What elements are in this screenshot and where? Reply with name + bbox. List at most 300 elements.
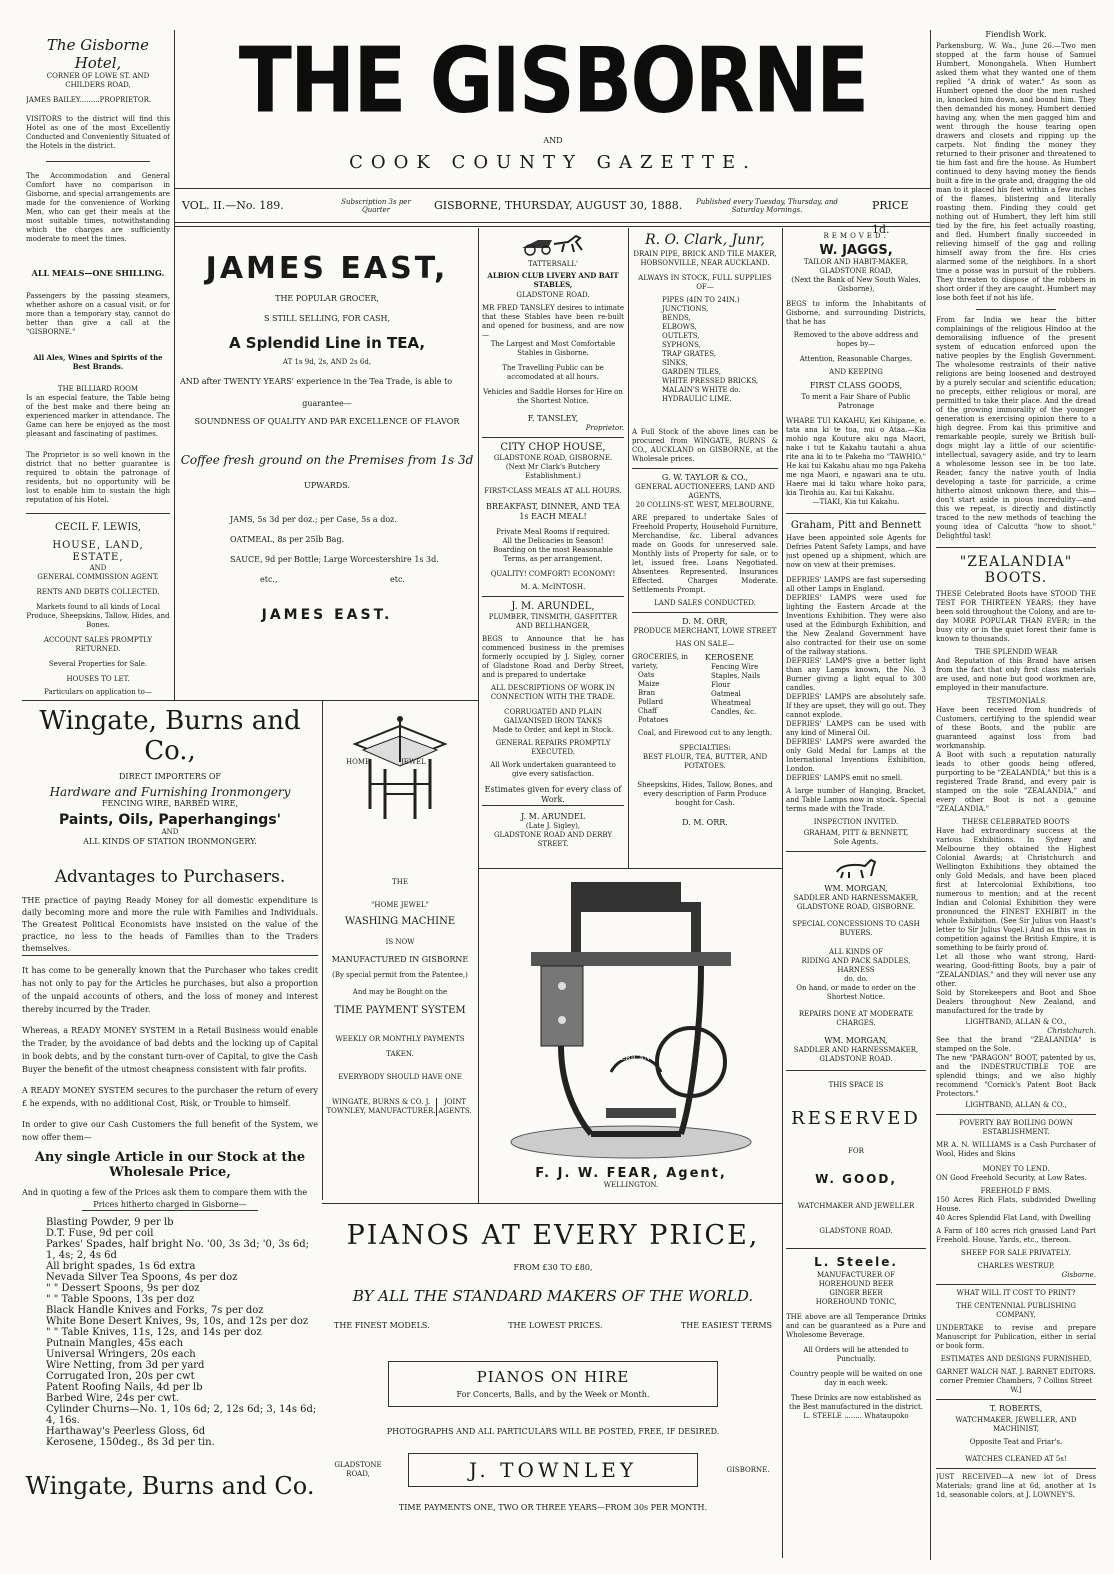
orr-sheepskins: Sheepskins, Hides, Tallow, Bones, and every description of Farm Produce bought for Cash. xyxy=(637,781,773,807)
jaggs-removed: REMOVED. xyxy=(823,232,889,240)
morgan-name: WM. MORGAN, xyxy=(824,884,888,893)
orr-produce-item: Staples, Nails xyxy=(711,672,761,680)
chop-road: GLADSTONE ROAD, GISBORNE. xyxy=(493,454,613,462)
hotel-p4: Is an especial feature, the Table being of the best make and there being an experienced marker in attendance. The Game can here be enjoyed as the most pleasant and fascinating of pastimes. xyxy=(26,394,170,438)
arundel-trade: PLUMBER, TINSMITH, GASFITTER AND BELLHANGER, xyxy=(488,613,618,630)
pianos-gladstone: GLADSTONE ROAD, xyxy=(334,1461,382,1478)
jaggs-tiaki: —TIAKI, Kia tui Kakahu. xyxy=(812,498,900,506)
rule xyxy=(174,226,930,227)
masthead-title: THE GISBORNE xyxy=(238,30,868,130)
pianos-hire-box xyxy=(388,1361,718,1407)
hotel-meals: ALL MEALS—ONE SHILLING. xyxy=(31,268,165,278)
chop-quality: QUALITY! COMFORT! ECONOMY! xyxy=(490,570,616,578)
horse-carriage-icon xyxy=(518,230,588,256)
clark-always: ALWAYS IN STOCK, FULL SUPPLIES OF— xyxy=(638,274,772,291)
clark-stock-item: BENDS, xyxy=(662,314,691,322)
tansley-column xyxy=(482,230,624,866)
chop-breakfast: BREAKFAST, DINNER, AND TEA 1s EACH MEAL! xyxy=(485,502,621,521)
pianos-gisborne: GISBORNE. xyxy=(726,1465,770,1474)
westrup: CHARLES WESTRUP, xyxy=(977,1262,1055,1270)
lewis-particulars: Particulars on application to— xyxy=(44,688,152,696)
acres3: A Farm of 180 acres rich grassed Land Part Freehold. House, Yards, etc., thereon. xyxy=(936,1227,1096,1244)
lewis-markets: Markets found to all kinds of Local Produce, Sheepskins, Tallow, Hides, and Bones. xyxy=(26,603,170,629)
jewel-name: "HOME JEWEL" xyxy=(371,901,429,909)
rule xyxy=(930,30,931,1560)
hotel-corner: CORNER OF LOWE ST. AND CHILDERS ROAD, xyxy=(46,72,150,89)
money-freehold: ON Good Freehold Security, at Low Rates. xyxy=(936,1174,1087,1182)
tansley-title: ALBION CLUB LIVERY AND BAIT STABLES, xyxy=(487,271,619,289)
wingate-and: AND xyxy=(161,828,179,836)
east-tea: A Splendid Line in TEA, xyxy=(228,334,426,352)
jewel-agents-left: WINGATE, BURNS & CO. J. TOWNLEY, MANUFACTURER. xyxy=(326,1098,436,1115)
lewis-and: AND xyxy=(89,564,107,572)
steele-sign: L. STEELE ........ Whataupoko xyxy=(803,1412,909,1420)
lewis-name: CECIL F. LEWIS, xyxy=(55,522,141,533)
orr-left-items xyxy=(632,671,705,725)
steele-tonic: HOREHOUND TONIC, xyxy=(815,1298,897,1306)
reserved-title: RESERVED xyxy=(791,1108,921,1129)
wingate-ad xyxy=(22,706,318,1566)
wingate-paints: Paints, Oils, Paperhangings' xyxy=(59,812,281,828)
morgan-riding: RIDING AND PACK SADDLES, HARNESS xyxy=(801,957,911,974)
rule xyxy=(782,228,783,1558)
price-list-item: Harthaway's Peerless Gloss, 6d xyxy=(46,1426,206,1437)
tansley-p4: Vehicles and Saddle Horses for Hire on the Shortest Notice. xyxy=(483,388,623,405)
williams: MR A. N. WILLIAMS is a Cash Purchaser of Wool, Hides and Skins xyxy=(936,1141,1096,1158)
steele-p4: These Drinks are now established as the Best manufactured in the district. xyxy=(789,1394,923,1411)
jaggs-road: GLADSTONE ROAD, xyxy=(819,267,893,275)
chop-boarding: Boarding on the most Reasonable Terms, as per arrangement. xyxy=(493,546,613,563)
east-still: S STILL SELLING, FOR CASH, xyxy=(263,314,391,323)
clark-trade: DRAIN PIPE, BRICK AND TILE MAKER, xyxy=(633,250,777,258)
boots-p9: The new "PARAGON" BOOT, patented by us, and the INDESTRUCTIBLE TOE are splendid things; and we also highly recommend "Cornick's Patent Boot Back Protectors." xyxy=(936,1054,1096,1098)
hotel-ales: All Ales, Wines and Spirits of the Best Brands. xyxy=(33,353,163,371)
pianos-makers: BY ALL THE STANDARD MAKERS OF THE WORLD. xyxy=(352,1287,754,1305)
east-guarantee: guarantee— xyxy=(302,399,352,408)
pianos-ad xyxy=(328,1210,778,1566)
steele-p1: THE above are all Temperance Drinks and can be guaranteed as a Pure and Wholesome Beverage. xyxy=(786,1313,926,1339)
reserved-trade: WATCHMAKER AND JEWELLER xyxy=(797,1202,915,1210)
east-sauce: SAUCE, 9d per Bottle; Large Worcestershire 1s 3d. xyxy=(230,555,439,564)
orr-produce-item: Chaff xyxy=(638,707,658,715)
estimates: ESTIMATES AND DESIGNS FURNISHED, xyxy=(940,1355,1092,1363)
steele-mfr: MANUFACTURER OF xyxy=(817,1271,895,1279)
hotel-p5: The Proprietor is so well known in the district that no better guarantee is required to obtain the patronage of residents, but no opportunity will be lost to enable him to sustain the high reputation of his Hotel. xyxy=(26,451,170,504)
clark-stock-item: SINKS, xyxy=(662,359,688,367)
jaggs-and-keeping: AND KEEPING xyxy=(829,368,883,376)
price-list-item: All bright spades, 1s 6d extra xyxy=(46,1261,196,1272)
orr-produce-item: Maize xyxy=(638,680,660,688)
east-grocer: THE POPULAR GROCER, xyxy=(275,294,379,303)
jaggs-next: (Next the Bank of New South Wales, Gisborne), xyxy=(791,276,921,293)
graham-inspection: INSPECTION INVITED. xyxy=(813,818,899,826)
jaggs-trade: TAILOR AND HABIT-MAKER, xyxy=(803,258,909,266)
arundel-made: Made to Order, and kept in Stock. xyxy=(492,726,614,734)
lewis-agent: HOUSE, LAND, ESTATE, xyxy=(52,540,144,563)
chop-title: CITY CHOP HOUSE, xyxy=(500,442,606,453)
jewel-weekly: WEEKLY OR MONTHLY PAYMENTS xyxy=(335,1035,465,1043)
wingate-station: ALL KINDS OF STATION IRONMONGERY. xyxy=(83,837,257,846)
poverty-title: POVERTY BAY BOILING DOWN ESTABLISHMENT. xyxy=(959,1119,1073,1136)
jewel-tps: TIME PAYMENT SYSTEM xyxy=(334,1005,466,1016)
roberts-name: T. ROBERTS, xyxy=(989,1404,1043,1413)
graham-sign: GRAHAM, PITT & BENNETT, xyxy=(803,829,909,837)
arundel-late: (Late J. Sigley), xyxy=(525,822,581,830)
arundel-corrugated: CORRUGATED AND PLAIN GALVANISED IRON TANKS xyxy=(503,708,603,725)
fear-sign: F. J. W. FEAR, Agent, xyxy=(535,1166,727,1181)
wingate-p5: In order to give our Cash Customers the full benefit of the System, we now offer them— xyxy=(22,1120,318,1142)
rule xyxy=(322,700,323,1200)
wingate-sign: Wingate, Burns and Co. xyxy=(25,1472,315,1500)
wingate-adv-title: Advantages to Purchasers. xyxy=(54,867,286,887)
right-column xyxy=(936,30,1096,1560)
acres1: 150 Acres Rich Flats, subdivided Dwelling House. xyxy=(936,1196,1096,1213)
orr-produce-item: Oatmeal xyxy=(711,690,741,698)
boots-title: "ZEALANDIA" BOOTS. xyxy=(959,554,1073,586)
rule xyxy=(174,188,930,189)
orr-produce-item: Bran xyxy=(638,689,656,697)
orr-has: HAS ON SALE— xyxy=(675,640,735,648)
orr-groceries: GROCERIES, in variety, xyxy=(632,653,688,670)
boots-p5: Have had extraordinary success at the various Exhibitions. In Sydney and Melbourne they obtained the Highest Colonial Awards; at Christchurch and Wellington Exhibitions they obtained the only Gold Medals, and have been placed first at Intercolonial Exhibitions, too numerous to mention; and at the recent Indian and Colonial Exhibition they were pronounced the FINEST EXHIBIT in the whole Exhibition. (See Sir Julius von Haast's letter to Sir Julius Vogel.) And as this was in competition against the British Empire, it is something to be fairly proud of. xyxy=(936,827,1096,952)
hotel-title: The Gisborne Hotel, xyxy=(46,36,150,72)
orr-trade: PRODUCE MERCHANT, LOWE STREET xyxy=(633,627,777,635)
issue-published: Published every Tuesday, Thursday, and Saturday Mornings. xyxy=(696,198,838,214)
price-list-item: White Bone Desert Knives, 9s, 10s, and 12s per doz xyxy=(46,1316,309,1327)
chop-private: Private Meal Rooms if required. xyxy=(496,528,610,536)
tansley-p2: The Largest and Most Comfortable Stables in Gisborne. xyxy=(490,340,616,357)
jaggs-p3: Attention, Reasonable Charges, xyxy=(799,355,913,363)
price-list-item: Barbed Wire, 24s per cwt. xyxy=(46,1393,180,1404)
boots-p4: A Boot with such a reputation naturally leads to other goods being offered, purporting to be "ZEALANDIA," but this is a registered Trade Brand, and every pair is stamped on the sole "ZEALANDIA," and every other Boot is not a genuine "ZEALANDIA." xyxy=(936,751,1096,813)
wingate-p2: It has come to be generally known that the Purchaser who takes credit has not only to pay for the Articles he purchases, but also a proportion of the unpaid accounts of others, and the loss of money and interest thereby incurred by the Trader. xyxy=(22,966,318,1014)
issue-dateline: GISBORNE, THURSDAY, AUGUST 30, 1888. xyxy=(434,199,683,212)
jewel-bought: And may be Bought on the xyxy=(352,988,448,996)
boots-p3: Have been received from hundreds of Customers, certifying to the splendid wear of these Boots, and the public are guaranteed against loss from bad workmanship. xyxy=(936,706,1096,750)
masthead-subtitle: COOK COUNTY GAZETTE. xyxy=(349,152,757,173)
hotel-p3: Passengers by the passing steamers, whether ashore on a casual visit, or for more than a temporary stay, cannot do better than give a call at the "GISBORNE." xyxy=(26,292,170,336)
clark-stock-item: ELBOWS, xyxy=(662,323,697,331)
pianos-finest: THE FINEST MODELS. xyxy=(334,1321,430,1330)
price-list-item: Putnain Mangles, 45s each xyxy=(46,1338,184,1349)
graham-p4: DEFRIES' LAMPS give a better light than any Lamps known, the No. 3 Burner giving a light equal to 300 candles. xyxy=(786,657,926,692)
taylor-title: G. W. TAYLOR & CO., xyxy=(661,473,749,482)
morgan-trade: SADDLER AND HARNESSMAKER, xyxy=(793,894,919,902)
clark-items xyxy=(632,296,778,404)
reserved-for: FOR xyxy=(848,1147,864,1155)
centennial: THE CENTENNIAL PUBLISHING COMPANY, xyxy=(956,1302,1076,1319)
undertake: UNDERTAKE to revise and prepare Manuscript for Publication, either in serial or book form. xyxy=(936,1324,1096,1350)
steele-p3: Country people will be waited on one day in each week. xyxy=(789,1370,923,1387)
arundel-sign: J. M. ARUNDEL xyxy=(520,812,586,821)
india-body: From far India we hear the bitter complainings of the religious Hindoo at the demoralising influence of the present system of education enforced upon the native peoples by the English Government. The wholesome restraints of their native religions are being loosened and destroyed by a purely secular and scientific education; no precepts, either religious or moral, are permitted to take their place. And the dread of the growing immorality of the younger generation is exercising opinion there to a high degree. From kai this primitive and remarkable people, surely we British bull-dogs might lay a little of our scientific-intellectual, savagery aside, and try to learn a wholesome lesson see in be too late. Reader, fancy the native youth of India developing a taste for parricide, a crime hitherto almost unknown there, and this—don't start aside in pious incredulity—and this we repeat, is directly and distinctly traced to the new methods of teaching the young idea of Calcutta "how to shoot." Delightful task! xyxy=(936,316,1096,540)
pianos-from: FROM £30 TO £80, xyxy=(513,1263,593,1272)
rule xyxy=(174,222,930,223)
boots-p6: Let all those who want strong, Hard-wearing, Good-fitting Boots, buy a pair of "ZEALANDIAS," and they will never use any other. xyxy=(936,953,1096,988)
lewis-rents: RENTS AND DEBTS COLLECTED. xyxy=(36,588,160,596)
boots-lightband2: LIGHTBAND, ALLAN & CO., xyxy=(965,1101,1067,1109)
east-sign: JAMES EAST. xyxy=(261,607,393,623)
premier: corner Premier Chambers, 7 Collins Street W.] xyxy=(939,1377,1093,1394)
east-oatmeal: OATMEAL, 8s per 25lb Bag. xyxy=(230,535,345,544)
price-list-item: " " Table Knives, 11s, 12s, and 14s per doz xyxy=(46,1327,262,1338)
jewel-taken: TAKEN. xyxy=(386,1050,414,1058)
orr-produce-item: Pollard xyxy=(638,698,664,706)
tansley-tattersall: TATTERSALL' xyxy=(528,260,578,268)
rule xyxy=(174,30,175,700)
pianos-lowest: THE LOWEST PRICES. xyxy=(508,1321,603,1330)
clark-stock-item: OUTLETS, xyxy=(662,332,700,340)
wingate-quoting: And in quoting a few of the Prices ask them to compare them with the xyxy=(22,1188,308,1197)
taylor-trade: GENERAL AUCTIONEERS, LAND AND AGENTS, xyxy=(635,483,775,500)
pianos-townley: J. TOWNLEY xyxy=(408,1453,698,1487)
fiendish-title: Fiendish Work. xyxy=(985,30,1047,39)
price-list-item: Black Handle Knives and Forks, 7s per doz xyxy=(46,1305,264,1316)
clark-stock-item: HYDRAULIC LIME. xyxy=(662,395,732,403)
orr-coal: Coal, and Firewood cut to any length. xyxy=(637,729,773,737)
rule xyxy=(322,1203,782,1204)
east-soundness: SOUNDNESS OF QUALITY AND PAR EXCELLENCE OF FLAVOR xyxy=(194,417,460,426)
issue-volume: VOL. II.—No. 189. xyxy=(182,199,284,212)
sheep-sale: SHEEP FOR SALE PRIVATELY. xyxy=(961,1249,1071,1257)
jaggs-maori: WHARE TUI KAKAHU, Kei Kihipane, e. tata ana ki te toa, nui o Ataa.—Kia mohio nga Kouture aku nga Maori, nake i tut te Kakahu tautahi a ahua rite ana ki to te Pakeha mo "TAWHIO." He kai tui Kakahu ahau mo nga Pakeha me nga Maori, e ngawari ana te utu. Haere mai ki taku whare hoko para, kia Tirohia au. Kai tui Kakahu. xyxy=(786,417,926,497)
price-list-item: Parkes' Spades, half bright No. '00, 3s 3d; '0, 3s 6d; 1, 4s; 2, 4s 6d xyxy=(46,1239,310,1261)
morgan-road2: GLADSTONE ROAD. xyxy=(819,1055,893,1063)
wingate-importers: DIRECT IMPORTERS OF xyxy=(119,772,221,781)
morgan-trade2: SADDLER AND HARNESSMAKER, xyxy=(793,1046,919,1054)
price-list-item: Kerosene, 150deg., 8s 3d per tin. xyxy=(46,1437,215,1448)
jewel-everybody: EVERYBODY SHOULD HAVE ONE xyxy=(338,1073,462,1081)
issue-price: PRICE 1d. xyxy=(872,199,909,236)
tansley-prop: Proprietor. xyxy=(585,424,624,432)
orr-produce-item: Potatoes xyxy=(638,716,669,724)
boots-splendid: THE SPLENDID WEAR xyxy=(974,648,1058,656)
print-title: WHAT WILL IT COST TO PRINT? xyxy=(956,1289,1076,1297)
pianos-photos: PHOTOGRAPHS AND ALL PARTICULARS WILL BE POSTED, FREE, IF DESIRED. xyxy=(386,1427,720,1436)
rule xyxy=(22,700,478,701)
graham-p9: A large number of Hanging, Bracket, and Table Lamps now in stock. Special terms made with the Trade. xyxy=(786,787,926,813)
wingate-charged: Prices hitherto charged in Gisborne— xyxy=(82,1200,258,1211)
boots-p8: See that the brand "ZEALANDIA" is stamped on the Sole. xyxy=(936,1036,1096,1053)
wingate-p4: A READY MONEY SYSTEM secures to the purchaser the return of every £ he expends, with no additional Cost, Risk, or Trouble to himself. xyxy=(22,1086,318,1108)
orr-specialties: SPECIALTIES: xyxy=(679,744,731,752)
morgan-road: GLADSTONE ROAD, GISBORNE. xyxy=(796,903,916,911)
left-column xyxy=(26,36,170,696)
morgan-hand: On hand, or made to order on the Shortest Notice. xyxy=(796,984,916,1001)
graham-p6: DEFRIES' LAMPS can be used with any kind of Mineral Oil. xyxy=(786,720,926,737)
graham-p1: Have been appointed sole Agents for Defries Patent Safety Lamps, and have just opened up a shipment, which are now on view at their premises. xyxy=(786,534,926,569)
westrup-place: Gisborne. xyxy=(1061,1271,1096,1279)
hotel-p2: The Accommodation and General Comfort have no comparison in Gisborne, and special arrangements are made for the convenience of Working Men, who can get their meals at the most suitable times, notwithstanding which the charges are sufficiently moderate to meet the times. xyxy=(26,172,170,243)
arundel-all-work: All Work undertaken guaranteed to give every satisfaction. xyxy=(490,761,616,778)
price-list-item: " " Dessert Spoons, 9s per doz xyxy=(46,1283,200,1294)
boots-p2: And Reputation of this Brand have arisen from the fact that only first class materials are used, and none but good workmen are, employed in their manufacture. xyxy=(936,657,1096,692)
acres2: 40 Acres Splendid Flat Land, with Dwelling xyxy=(936,1214,1091,1222)
taylor-p1: ARE prepared to undertake Sales of Freehold Property, Household Furniture, Merchandise, &c. Liberal advances made on Goods for unreserved sale. Monthly lists of Property for sale, or to let, issued free. Loans Negotiated. Absentees Represented. Insurances Effected. Charges Moderate. Settlements Prompt. xyxy=(632,514,778,594)
arundel-general: GENERAL REPAIRS PROMPTLY EXECUTED. xyxy=(495,739,611,756)
tansley-p3: The Travelling Public can be accomodated at all hours. xyxy=(502,364,604,381)
boots-p7: Sold by Storekeepers and Boot and Shoe Dealers throughout New Zealand, and manufactured for the trade by xyxy=(936,989,1096,1015)
lewis-houses: HOUSES TO LET. xyxy=(66,675,130,683)
rule xyxy=(478,228,479,1203)
east-coffee: Coffee fresh ground on the Premises from 1s 3d xyxy=(180,453,474,467)
east-etc2: etc. xyxy=(390,575,405,584)
wingate-title: Wingate, Burns and Co., xyxy=(39,706,301,766)
east-twenty: AND after TWENTY YEARS' experience in the Tea Trade, is able to xyxy=(180,377,453,386)
fear-ad xyxy=(484,872,778,1200)
pianos-easiest: THE EASIEST TERMS xyxy=(680,1321,772,1330)
clark-stock-item: MALAIN'S WHITE do. xyxy=(662,386,741,394)
price-list-item: Blasting Powder, 9 per lb xyxy=(46,1217,174,1228)
arundel-corner: GLADSTONE ROAD AND DERBY STREET. xyxy=(493,831,613,848)
steele-title: L. Steele. xyxy=(814,1255,898,1269)
boots-p1: THESE Celebrated Boots have STOOD THE TEST FOR THIRTEEN YEARS; they have been sold throughout the Colony, and are to-day MORE POPULAR THAN EVER; in the busy city or in the quiet forest their fame is known to thousands. xyxy=(936,590,1096,643)
morgan-do: do. do. xyxy=(844,975,868,983)
jewel-agents-right: JOINT AGENTS. xyxy=(436,1098,473,1116)
orr-produce-item: Wheatmeal xyxy=(711,699,752,707)
lewis-account: ACCOUNT SALES PROMPTLY RETURNED. xyxy=(43,636,153,653)
east-title: JAMES EAST, xyxy=(205,252,449,286)
orr-produce-item: Flour xyxy=(711,681,731,689)
wingate-p3: Whereas, a READY MONEY SYSTEM in a Retail Business would enable the Trader, by the avoidance of bad debts and the locking up of Capital in book debts, and by the constant turn-over of Capital, to give the Cash Buyer the benefit of the utmost cheapness consistent with fair profits. xyxy=(22,1026,318,1074)
morgan-special: SPECIAL CONCESSIONS TO CASH BUYERS. xyxy=(792,920,920,937)
pianos-payments: TIME PAYMENTS ONE, TWO OR THREE YEARS—FROM 30s PER MONTH. xyxy=(398,1503,708,1512)
wingate-p1: THE practice of paying Ready Money for all domestic expenditure is daily becoming more and more the rule with Families and Individuals. The Greatest Political Economists have insisted on the value of the practice, no less to the heads of Families than to the Traders themselves. xyxy=(22,895,318,956)
clark-column xyxy=(632,232,778,866)
jaggs-merit: To merit a Fair Share of Public Patronage xyxy=(801,393,911,410)
orr-produce-item: Candles, &c. xyxy=(711,708,757,716)
jewel-machine: WASHING MACHINE xyxy=(344,916,456,927)
price-list-item: Wire Netting, from 3d per yard xyxy=(46,1360,205,1371)
pianos-hire: PIANOS ON HIRE xyxy=(476,1368,630,1386)
price-list-item: Nevada Silver Tea Spoons, 4s per doz xyxy=(46,1272,238,1283)
jewel-manufactured: MANUFACTURED IN GISBORNE xyxy=(331,955,469,964)
graham-p7: DEFRIES' LAMPS were awarded the only Gold Medal for Lamps at the International Inventions Exhibition, London. xyxy=(786,738,926,773)
roberts-opp: Opposite Teat and Friar's. xyxy=(969,1438,1063,1446)
clark-stock-item: JUNCTIONS, xyxy=(662,305,709,313)
graham-p8: DEFRIES' LAMPS emit no smell. xyxy=(786,774,903,782)
taylor-land: LAND SALES CONDUCTED. xyxy=(654,599,756,607)
east-upwards: UPWARDS. xyxy=(304,481,350,490)
just-received: JUST RECEIVED—A new lot of Dress Materials; grand line at 6d, another at 1s 1d, seasonable colors, at J. LOWNEY'S. xyxy=(936,1473,1096,1499)
masthead-and: AND xyxy=(543,136,563,145)
price-list-item: Universal Wringers, 20s each xyxy=(46,1349,196,1360)
jaggs-p2: Removed to the above address and hopes by— xyxy=(793,331,919,348)
orr-kerosene: KEROSENE xyxy=(705,653,754,662)
boots-celebrated: THESE CELEBRATED BOOTS xyxy=(962,818,1070,826)
issue-subscription: Subscription 3s per Quarter xyxy=(341,198,411,214)
chop-next: (Next Mr Clark's Butchery Establishment.) xyxy=(505,463,601,480)
money-title: MONEY TO LEND. xyxy=(982,1165,1050,1173)
chop-sign: M. A. McINTOSH. xyxy=(520,583,586,591)
hotel-billiard: THE BILLIARD ROOM xyxy=(57,385,139,393)
clark-stock-item: WHITE PRESSED BRICKS, xyxy=(662,377,759,385)
orr-right-items xyxy=(705,663,778,717)
jewel-label-jewel: JEWEL xyxy=(401,758,426,766)
graham-p3: DEFRIES' LAMPS were used for lighting the Eastern Arcade at the Inventions Exhibition. They were also used at the Edinburgh Exhibition, and the New Zealand Government have also contracted for their use on some of the railway stations. xyxy=(786,594,926,656)
morgan-name2: WM. MORGAN, xyxy=(824,1036,888,1045)
lewis-props: Several Properties for Sale. xyxy=(48,660,148,668)
price-list-item: D.T. Fuse, 9d per coil xyxy=(46,1228,154,1239)
morgan-repairs: REPAIRS DONE AT MODERATE CHARGES. xyxy=(798,1010,914,1027)
steele-p2: All Orders will be attended to Punctually. xyxy=(803,1346,909,1363)
fear-place: WELLINGTON. xyxy=(603,1181,659,1189)
jewel-the: THE xyxy=(392,878,408,886)
chop-first: FIRST-CLASS MEALS AT ALL HOURS. xyxy=(484,487,622,495)
chop-delicacies: All the Delicacies in Season! xyxy=(502,537,604,545)
hotel-prop: JAMES BAILEY.........PROPRIETOR. xyxy=(26,96,152,104)
wingate-hardware: Hardware and Furnishing Ironmongery xyxy=(49,785,291,799)
arundel-p2: ALL DESCRIPTIONS OF WORK IN CONNECTION WITH THE TRADE. xyxy=(490,684,616,701)
east-etc1: etc., xyxy=(260,575,278,584)
masthead xyxy=(176,30,930,130)
reserved-good: W. GOOD, xyxy=(815,1172,897,1186)
steele-ginger: GINGER BEER xyxy=(829,1289,883,1297)
graham-title: Graham, Pitt and Bennett xyxy=(790,520,922,531)
clark-stock-item: TRAP GRATES, xyxy=(662,350,717,358)
clark-stock-item: GARDEN TILES, xyxy=(662,368,721,376)
graham-p2: DEFRIES' LAMPS are fast superseding all other Lamps in England. xyxy=(786,576,926,593)
freehold-sale: FREEHOLD F BMS. xyxy=(980,1187,1052,1195)
steele-horehound: HOREHOUND BEER xyxy=(818,1280,894,1288)
hotel-p1: VISITORS to the district will find this Hotel as one of the most Excellently Conducted and Conveniently Situated of the Hotels in the district. xyxy=(26,115,170,150)
arundel-title: J. M. ARUNDEL, xyxy=(511,601,595,612)
wingate-price-list xyxy=(22,1217,318,1448)
graham-p5: DEFRIES' LAMPS are absolutely safe. If they are upset, they will go out. They cannot explode. xyxy=(786,693,926,719)
orr-title: D. M. ORR, xyxy=(682,617,728,626)
boots-lightband: LIGHTBAND, ALLAN & CO., xyxy=(965,1018,1067,1026)
wingate-any: Any single Article in our Stock at the Wholesale Price, xyxy=(34,1150,306,1180)
jaggs-column xyxy=(786,232,926,1556)
jewel-label-home: HOME xyxy=(346,758,371,766)
boots-testimonials: TESTIMONIALS xyxy=(986,697,1046,705)
clark-place: HOBSONVILLE, NEAR AUCKLAND. xyxy=(640,259,770,267)
orr-best: BEST FLOUR, TEA, BUTTER, AND POTATOES. xyxy=(642,753,768,770)
morgan-kinds: ALL KINDS OF xyxy=(829,948,883,956)
price-list-item: " " Table Spoons, 13s per doz xyxy=(46,1294,195,1305)
roberts-trade: WATCHMAKER, JEWELLER, AND MACHINIST, xyxy=(955,1416,1077,1433)
horse-icon xyxy=(831,856,881,880)
east-jams: JAMS, 5s 3d per doz.; per Case, 5s a doz. xyxy=(230,515,397,524)
pianos-title: PIANOS AT EVERY PRICE, xyxy=(346,1220,760,1251)
orr-produce-item: Oats xyxy=(638,671,655,679)
orr-sign: D. M. ORR. xyxy=(682,818,728,827)
arundel-estimates: Estimates given for every class of Work. xyxy=(482,785,624,806)
arundel-p1: BEGS to Announce that he has commenced business in the premises formerly occupied by J. Sigley, corner of Gladstone Road and Derby Street, and is prepared to undertake xyxy=(482,635,624,679)
lewis-gen: GENERAL COMMISSION AGENT. xyxy=(37,573,159,581)
fear-machine-label: AMERICAN xyxy=(608,1054,650,1062)
clark-title: R. O. Clark, Junr, xyxy=(645,232,765,248)
clark-stock-item: PIPES (4IN TO 24IN.) xyxy=(662,296,740,304)
graham-agents: Sole Agents. xyxy=(833,838,879,846)
jewel-permit: (By special permit from the Patentee,) xyxy=(332,971,468,979)
jaggs-first: FIRST CLASS GOODS, xyxy=(809,381,903,390)
rule xyxy=(628,228,629,868)
reserved-space: THIS SPACE IS xyxy=(828,1081,884,1089)
tansley-p1: MR FRED TANSLEY desires to intimate that these Stables have been re-built and opened for business, and are now— xyxy=(482,304,624,339)
price-list-item: Corrugated Iron, 20s per cwt xyxy=(46,1371,195,1382)
clark-stock: A Full Stock of the above lines can be procured from WINGATE, BURNS & CO., AUCKLAND on GISBORNE, at the Wholesale prices. xyxy=(632,428,778,463)
jaggs-title: W. JAGGS, xyxy=(819,243,893,258)
east-prices: AT 1s 9d, 2s, AND 2s 6d, xyxy=(282,358,372,366)
orr-produce-item: Fencing Wire xyxy=(711,663,759,671)
reserved-road: GLADSTONE ROAD. xyxy=(819,1227,893,1235)
jewel-ad xyxy=(326,710,474,1200)
wingate-fencing: FENCING WIRE, BARBED WIRE, xyxy=(101,799,239,808)
tansley-road: GLADSTONE ROAD. xyxy=(516,291,590,299)
taylor-address: 20 COLLINS-ST. WEST, MELBOURNE, xyxy=(635,501,775,509)
jewel-is-now: IS NOW xyxy=(385,938,415,946)
